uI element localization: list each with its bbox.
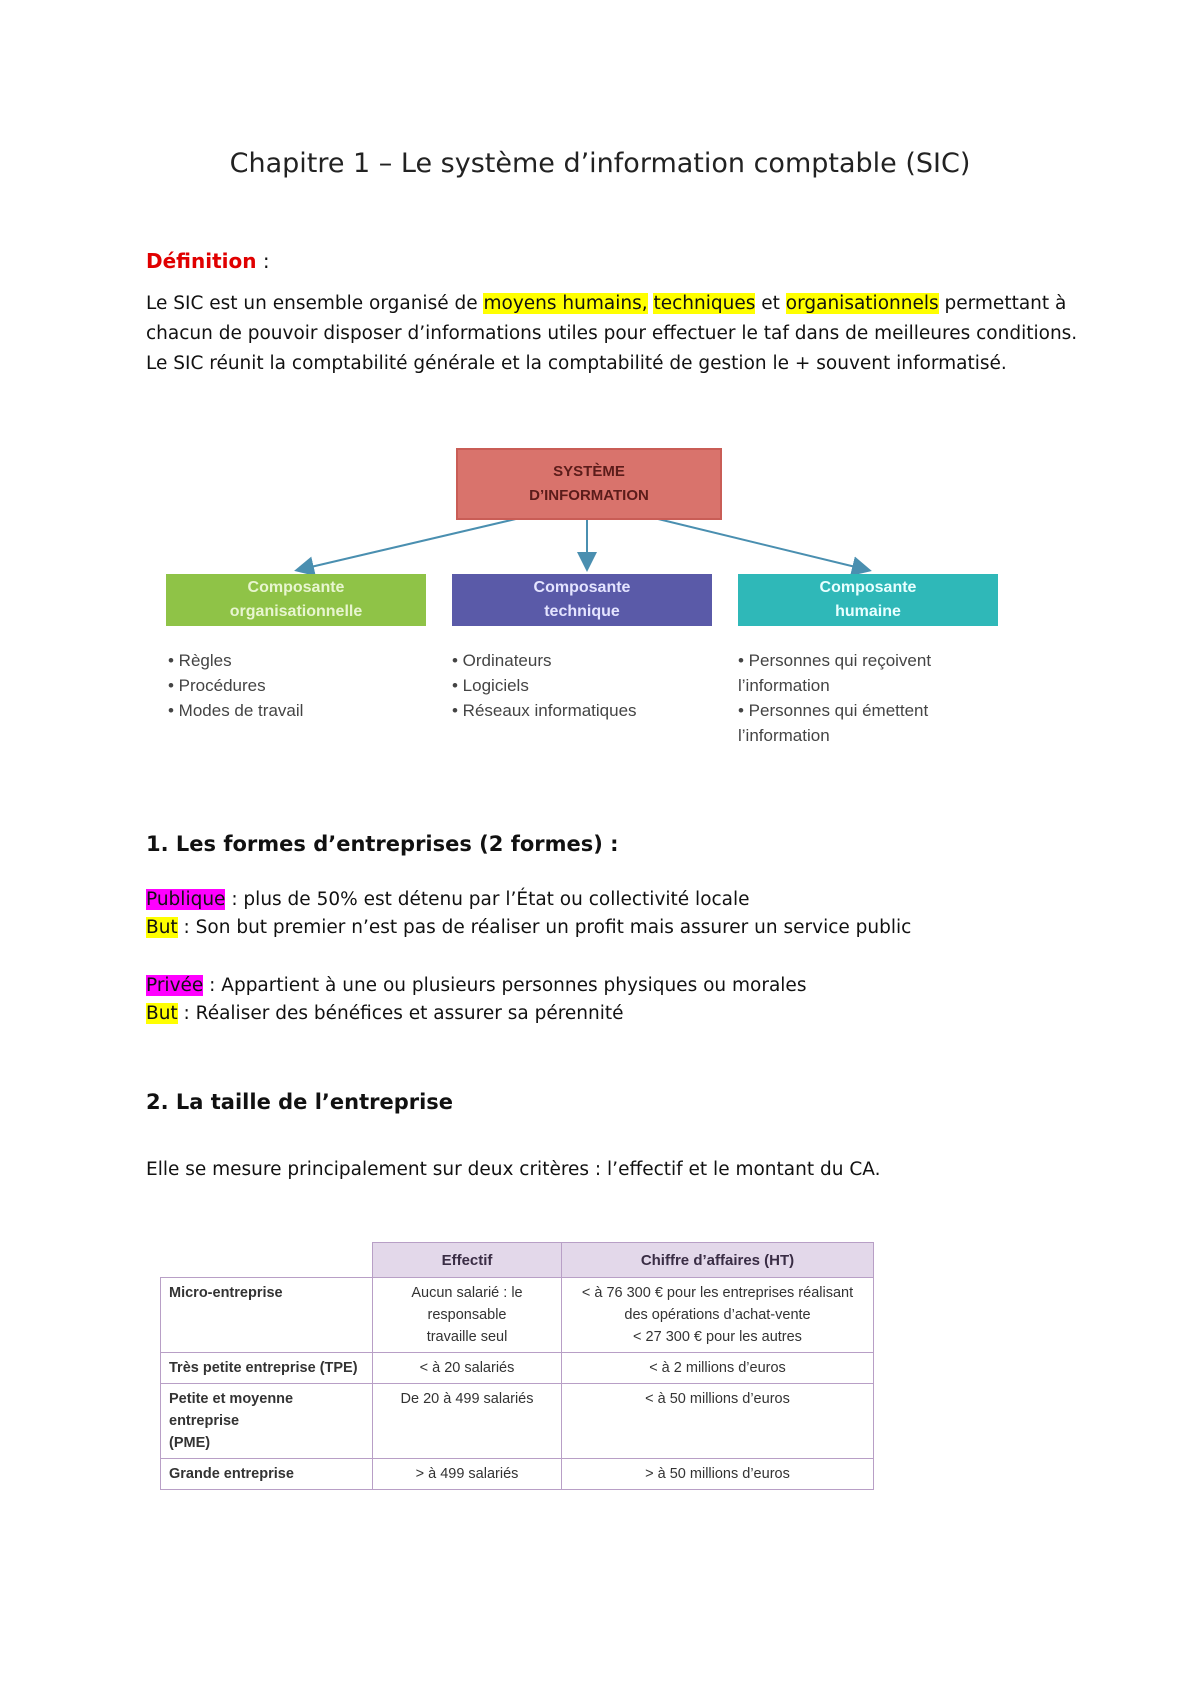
highlight-moyens-humains: moyens humains, [483, 293, 648, 314]
table-row [161, 1278, 874, 1353]
list-item: • Réseaux informatiques [452, 701, 637, 720]
hum-line-2: humaine [835, 603, 901, 620]
list-item: l’information [738, 726, 830, 745]
section-2-text: Elle se mesure principalement sur deux critères : l’effectif et le montant du CA. [146, 1159, 881, 1180]
list-item: • Personnes qui reçoivent [738, 651, 932, 670]
privee-label: Privée [146, 975, 204, 996]
composante-humaine-box [738, 574, 998, 626]
technique-list [452, 648, 637, 723]
row-effectif [373, 1278, 562, 1353]
systeme-line-1: SYSTÈME [553, 463, 625, 480]
row-ca [562, 1278, 874, 1353]
but-publique-line [146, 914, 911, 942]
table-header-ca: Chiffre d’affaires (HT) [562, 1243, 874, 1278]
definition-text-a: Le SIC est un ensemble organisé de [146, 293, 484, 314]
table-header-row [161, 1243, 874, 1278]
list-item: • Personnes qui émettent [738, 701, 929, 720]
systeme-line-2: D’INFORMATION [529, 487, 649, 504]
humaine-list [738, 648, 931, 748]
section-2-heading: 2. La taille de l’entreprise [146, 1090, 454, 1114]
table-header-effectif: Effectif [373, 1243, 562, 1278]
ca-line: < à 76 300 € pour les entreprises réalisant [581, 1285, 854, 1301]
but-privee-line [146, 1000, 624, 1028]
company-size-table [160, 1242, 874, 1490]
composante-technique-box [452, 574, 712, 626]
list-item: • Modes de travail [168, 701, 304, 720]
row-effectif: < à 20 salariés [373, 1353, 562, 1384]
but-label: But [146, 917, 178, 938]
composante-organisationnelle-box [166, 574, 426, 626]
definition-line-1 [146, 290, 1066, 318]
hum-line-1: Composante [819, 579, 917, 596]
privee-text: : Appartient à une ou plusieurs personnes physiques ou morales [203, 975, 807, 996]
row-name [161, 1384, 373, 1459]
table-header-empty [161, 1243, 373, 1278]
systeme-information-box [456, 448, 722, 520]
privee-line [146, 972, 806, 1000]
but-text: : Réaliser des bénéfices et assurer sa pérennité [177, 1003, 624, 1024]
row-name-line: Petite et moyenne entreprise [169, 1391, 294, 1429]
effectif-line: travaille seul [426, 1329, 508, 1345]
row-name: Très petite entreprise (TPE) [161, 1353, 373, 1384]
section-1-heading: 1. Les formes d’entreprises (2 formes) : [146, 832, 619, 856]
row-ca: < à 50 millions d’euros [562, 1384, 874, 1459]
definition-line-2: chacun de pouvoir disposer d’informations utiles pour effectuer le taf dans de meilleures conditions. [146, 323, 1078, 344]
table-row [161, 1459, 874, 1490]
but-label: But [146, 1003, 178, 1024]
organisationnelle-list [168, 648, 303, 723]
row-ca: < à 2 millions d’euros [562, 1353, 874, 1384]
row-name: Grande entreprise [161, 1459, 373, 1490]
definition-heading-label: Définition [146, 249, 257, 273]
page-title: Chapitre 1 – Le système d’information comptable (SIC) [229, 148, 971, 179]
definition-line-3: Le SIC réunit la comptabilité générale et la comptabilité de gestion le + souvent informatisé. [146, 353, 1007, 374]
row-effectif: > à 499 salariés [373, 1459, 562, 1490]
list-item: • Procédures [168, 676, 266, 695]
definition-heading [146, 249, 270, 273]
definition-heading-colon: : [256, 249, 270, 273]
list-item: • Ordinateurs [452, 651, 552, 670]
list-item: l’information [738, 676, 830, 695]
row-ca: > à 50 millions d’euros [562, 1459, 874, 1490]
org-line-2: organisationnelle [229, 603, 363, 620]
highlight-organisationnels: organisationnels [785, 293, 939, 314]
highlight-techniques: techniques [653, 293, 756, 314]
list-item: • Logiciels [452, 676, 529, 695]
ca-line: des opérations d’achat-vente [624, 1307, 811, 1323]
effectif-line: Aucun salarié : le responsable [411, 1285, 523, 1323]
row-effectif: De 20 à 499 salariés [373, 1384, 562, 1459]
publique-text: : plus de 50% est détenu par l’État ou collectivité locale [225, 889, 750, 910]
row-name: Micro-entreprise [161, 1278, 373, 1353]
but-text: : Son but premier n’est pas de réaliser un profit mais assurer un service public [177, 917, 912, 938]
tech-line-1: Composante [533, 579, 631, 596]
table-row [161, 1353, 874, 1384]
arrow-to-organisationnelle [298, 518, 520, 570]
table-row [161, 1384, 874, 1459]
ca-line: < 27 300 € pour les autres [633, 1329, 802, 1345]
row-name-line: (PME) [169, 1435, 211, 1451]
list-item: • Règles [168, 651, 232, 670]
org-line-1: Composante [247, 579, 345, 596]
tech-line-2: technique [544, 603, 620, 620]
sic-diagram [160, 440, 1020, 760]
definition-text-d: permettant à [938, 293, 1067, 314]
publique-line [146, 886, 750, 914]
definition-text-c: et [755, 293, 786, 314]
publique-label: Publique [146, 889, 226, 910]
arrow-to-humaine [654, 518, 868, 570]
